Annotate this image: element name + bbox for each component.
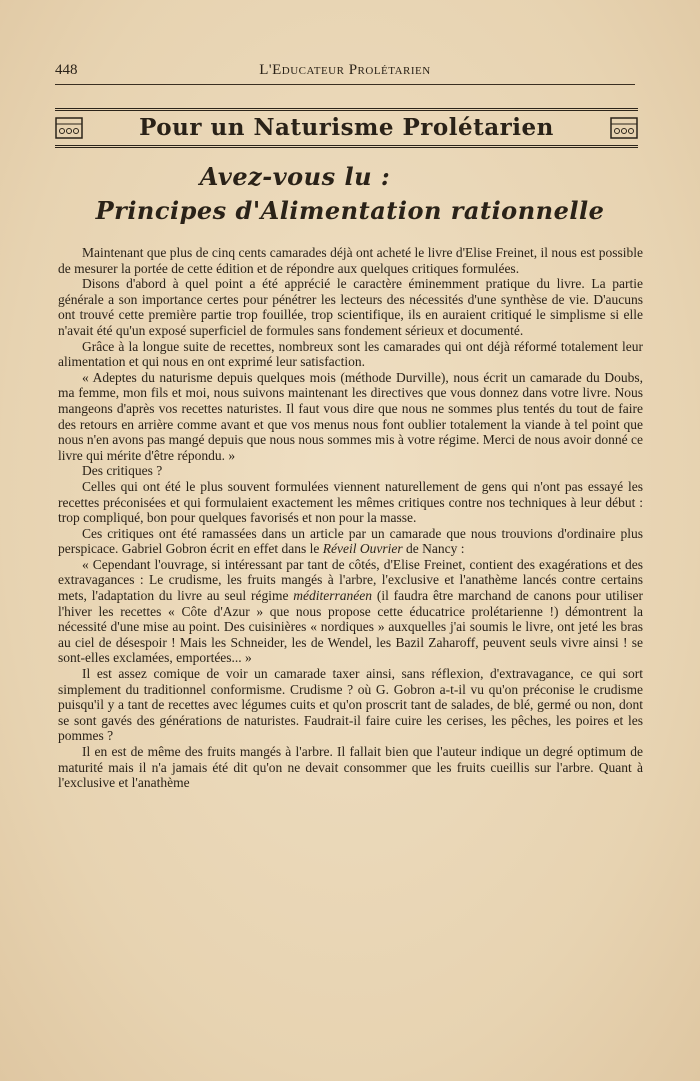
newspaper-name: Réveil Ouvrier [322, 541, 403, 557]
section-title: Pour un Naturisme Prolétarien [139, 114, 554, 141]
paragraph-3: Grâce à la longue suite de recettes, nombreux sont les camarades qui ont déjà réformé totalement leur alimentation et qui nous en ont exprimé leur satisfaction. [58, 338, 643, 370]
article-body [58, 245, 643, 791]
regime-term: méditerranéen [293, 588, 372, 604]
paragraph-9: Il est assez comique de voir un camarade taxer ainsi, sans réflexion, d'extravagance, ce qui sort simplement du traditionnel conformisme. Crudisme ? où G. Gobron a-t-il vu qu'on préconise le crudisme puisqu'il y a tant de recettes avec légumes cuits et qu'on proscrit tant de salades, de blé, germé ou non, dont se sont gavés des générations de naturistes. Faudrait-il faire cuire les cerises, les pêches, les poires et les pommes ? [58, 666, 643, 744]
journal-title: L'Educateur Prolétarien [259, 62, 431, 78]
paragraph-6: Celles qui ont été le plus souvent formulées viennent naturellement de gens qui n'ont pas essayé les recettes préconisées et qui formulaient exactement les mêmes critiques contre nos techniques à leur début : trop compliqué, bon pour quelques favorisés et non pour la masse. [58, 478, 643, 526]
article-title-line-2: Principes d'Alimentation rationnelle [95, 196, 605, 225]
paragraph-7 [58, 526, 643, 557]
ornament-left-icon [55, 117, 83, 139]
paragraph-8-text-b: (il faudra être marchand de canons pour utiliser l'hiver les recettes « Côte d'Azur » que nous propose cette éducatrice prolétarienne !) démontrent la nécessité d'une mise au point. Des cuisinières « nordiques » auxquelles j'ai soumis le livre, ont jeté les bras au ciel de désespoir ! Mais les Schneider, les de Wendel, les Bazil Zaharoff, peuvent seuls vivre ainsi ! se sont-elles exclamées, emportées... » [58, 588, 643, 666]
paragraph-8-text-a: « Cependant l'ouvrage, si intéressant par tant de côtés, d'Elise Freinet, contient des exagérations et des extravagances : Le crudisme, les fruits mangés à l'arbre, l'exclusive et l'anathème lancés contre certains mets, l'adaptation du livre au seul régime [58, 556, 643, 604]
article-title-line-1: Avez-vous lu : [199, 162, 391, 191]
paragraph-8 [58, 557, 643, 666]
page-number: 448 [55, 62, 78, 78]
paragraph-2: Disons d'abord à quel point a été apprécié le caractère éminemment pratique du livre. La partie générale a son importance certes pour pénétrer les lecteurs des nécessités d'une synthèse de vie. D'aucuns ont trouvé cette première partie trop fouillée, trop scientifique, ils en auraient critiqué le simplisme si elle n'avait été qu'un exposé superficiel de formules sans fondement sérieux et documenté. [58, 276, 643, 338]
ornament-right-icon [610, 117, 638, 139]
paragraph-5: Des critiques ? [82, 463, 163, 479]
paragraph-10: Il en est de même des fruits mangés à l'arbre. Il fallait bien que l'auteur indique un degré optimum de maturité mais il n'a jamais été dit qu'on ne devait consommer que les fruits cueillis sur l'arbre. Quant à l'exclusive et l'anathème [58, 744, 643, 791]
section-heading-band [55, 108, 638, 148]
paragraph-4: « Adeptes du naturisme depuis quelques mois (méthode Durville), nous écrit un camarade du Doubs, ma femme, mon fils et moi, nous suivons maintenant les directives que vous donnez dans votre livre. Nous mangeons d'après vos recettes naturistes. Il faut vous dire que nous ne sommes plus tentés du tout de faire des retours en arrière comme avant et que vos menus nous font oublier totalement la viande à tel point que nous n'en avons pas mangé depuis que nous nous sommes mis à votre régime. Merci de nous avoir donné ce livre qui mérite d'être répondu. » [58, 369, 643, 463]
paragraph-7-text-a: Ces critiques ont été ramassées dans un article par un camarade que nous trouvions d'ordinaire plus perspicace. Gabriel Gobron écrit en effet dans le [58, 525, 643, 557]
paragraph-1: Maintenant que plus de cinq cents camarades déjà ont acheté le livre d'Elise Freinet, il nous est possible de mesurer la portée de cette édition et de répondre aux quelques critiques formulées. [58, 245, 643, 276]
running-head [55, 60, 635, 85]
paragraph-7-text-b: de Nancy : [402, 541, 465, 557]
